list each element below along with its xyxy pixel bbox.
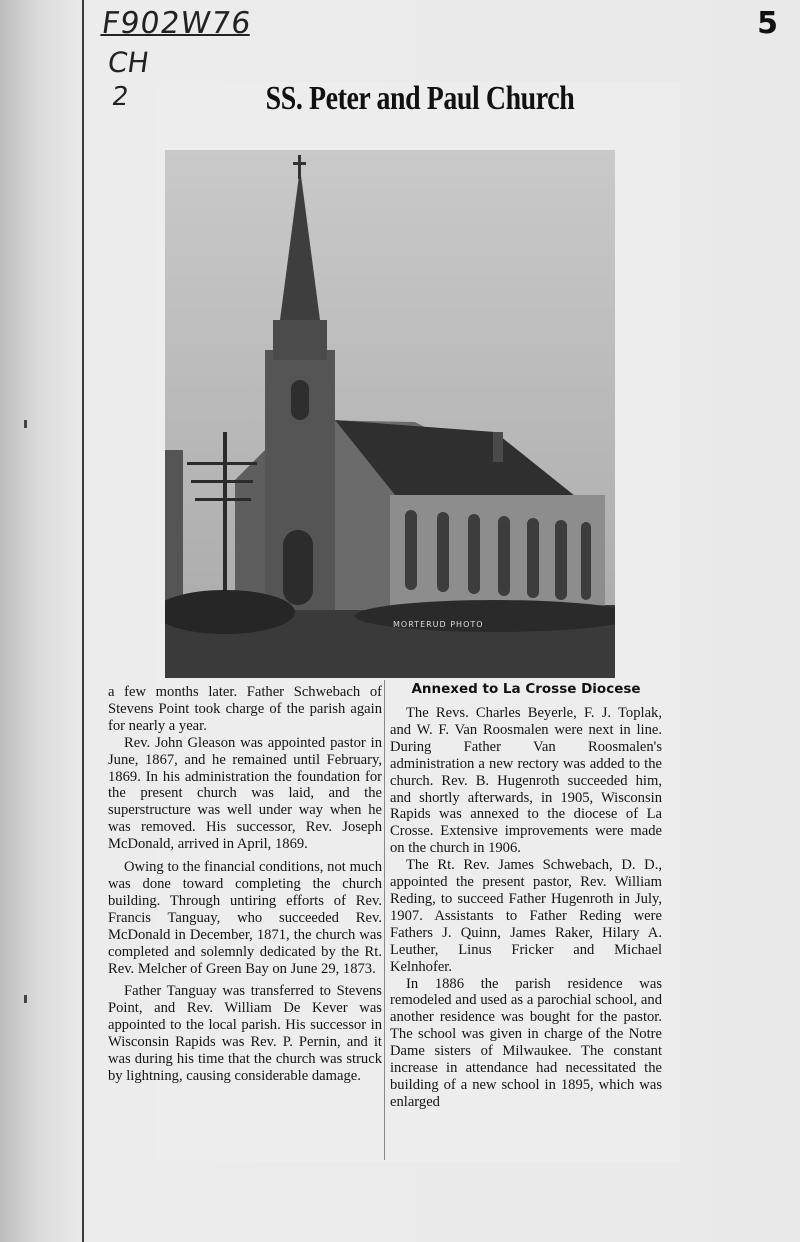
handwritten-number: 2 [109,82,131,112]
article-left-column [108,684,382,1085]
page-number: 5 [757,6,778,41]
paragraph: Father Tanguay was transferred to Stevens Point, and Rev. William De Kever was appointed to the local parish. His successor in Wisconsin Rapids was Rev. P. Pernin, and it was during his time that the church was struck by lightning, causing considerable damage. [108,983,382,1084]
church-illustration [165,150,615,678]
paragraph: Rev. John Gleason was appointed pastor in June, 1867, and he remained until February, 1869. In his administration the foundation for the present church was laid, and the superstructure was well under way when he was removed. His successor, Rev. Joseph McDonald, arrived in April, 1869. [108,734,382,853]
article-title: SS. Peter and Paul Church [265,80,575,117]
church-photo [165,150,615,678]
paragraph: In 1886 the parish residence was remodeled and used as a parochial school, and another residence was bought for the pastor. The school was given in charge of the Notre Dame sisters of Milwaukee. The constant increase in attendance had necessitated the building of a new school in 1895, which was enlarged [390,975,662,1110]
paragraph: a few months later. Father Schwebach of Stevens Point took charge of the parish again for nearly a year. [108,684,382,734]
handwritten-code: F902W76 [99,6,254,41]
binding-line [82,0,84,1242]
column-divider [384,680,385,1160]
paragraph: The Rt. Rev. James Schwebach, D. D., appointed the present pastor, Rev. William Reding, to succeed Father Hugenroth in July, 1907. Assistants to Father Reding were Fathers J. Quinn, James Raker, Hilary A. Leuther, Linus Fricker and Michael Kelnhofer. [390,857,662,975]
paragraph: The Revs. Charles Beyerle, F. J. Toplak, and W. F. Van Roosmalen were next in line. During Father Van Roosmalen's administration a new rectory was added to the church. Rev. B. Hugenroth succeeded him, and shortly afterwards, in 1905, Wisconsin Rapids was annexed to the diocese of La Crosse. Extensive improvements were made on the church in 1906. [390,705,662,857]
article-right-column [390,705,662,1111]
photo-credit: MORTERUD PHOTO [393,620,484,629]
handwritten-ch: CH [105,46,151,79]
paragraph: Owing to the financial conditions, not much was done toward completing the church building. Through untiring efforts of Rev. Francis Tanguay, who succeeded Rev. McDonald in December, 1871, the church was completed and solemnly dedicated by the Rt. Rev. Melcher of Green Bay on June 29, 1873. [108,859,382,977]
section-subheading: Annexed to La Crosse Diocese [411,681,641,697]
margin-mark [24,995,27,1003]
margin-mark [24,420,27,428]
